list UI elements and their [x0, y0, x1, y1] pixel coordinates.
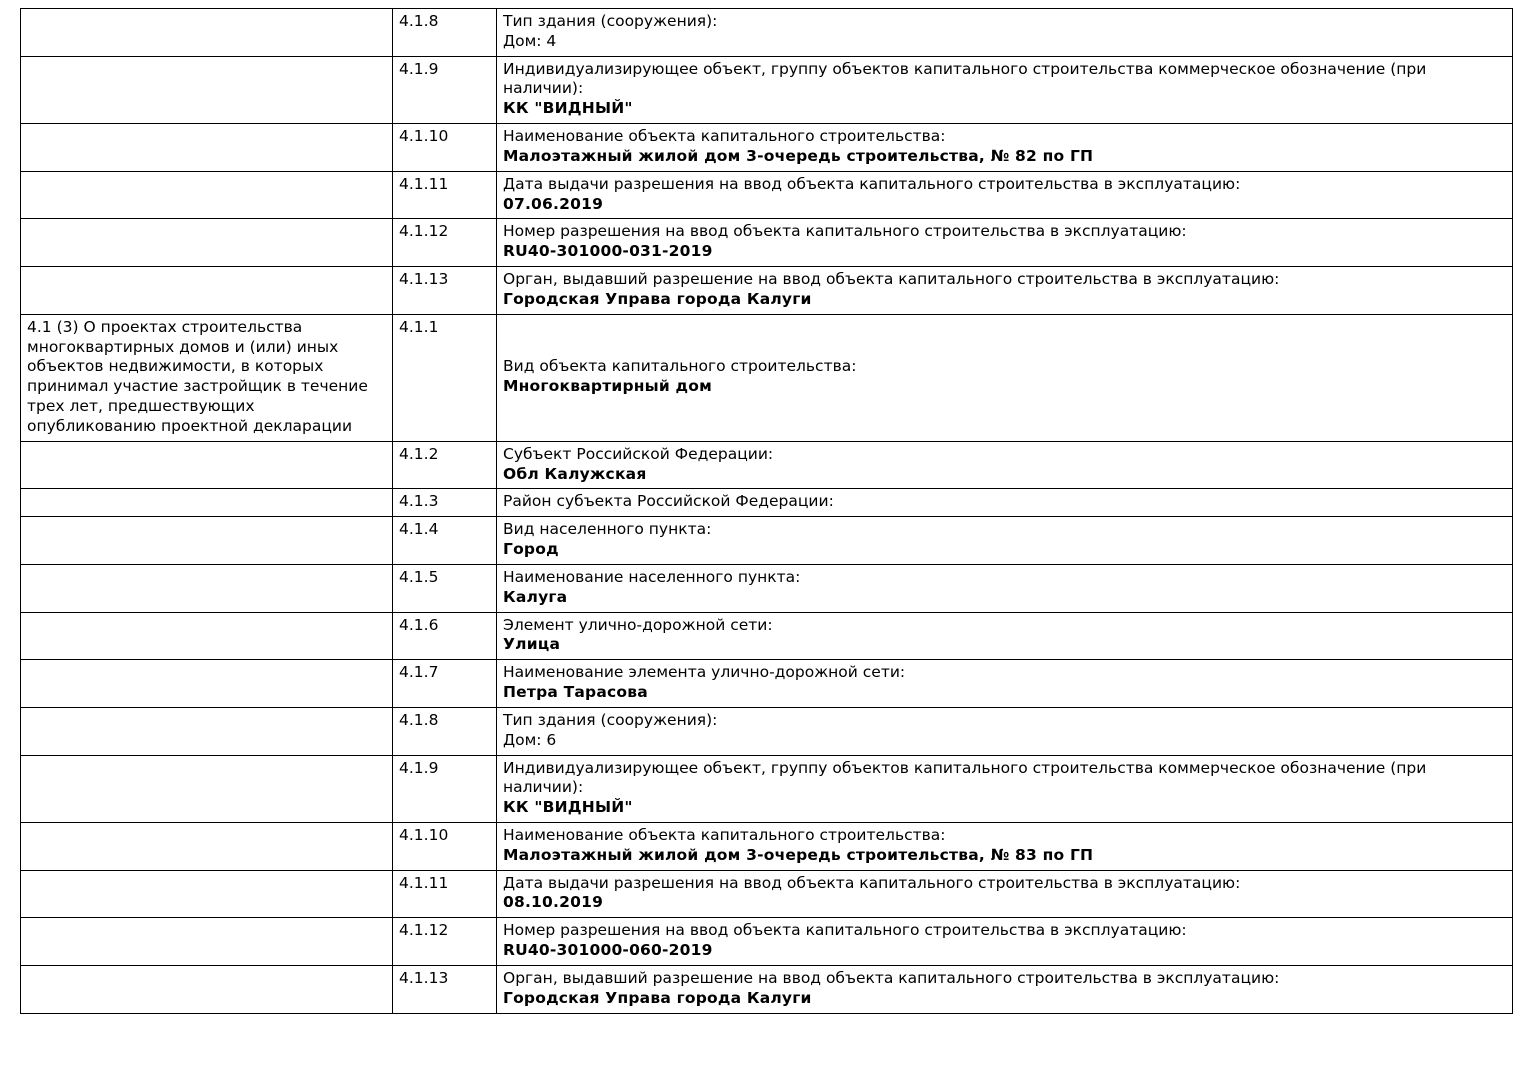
- field-label: Индивидуализирующее объект, группу объектов капитального строительства коммерческое обозначение (при наличии):: [503, 59, 1427, 98]
- table-row: [21, 918, 1513, 966]
- table-row: [21, 755, 1513, 822]
- table-row: [21, 660, 1513, 708]
- clause-number-cell: [393, 612, 497, 660]
- section-empty-cell: [21, 612, 393, 660]
- table-row: [21, 489, 1513, 517]
- table-row: [21, 441, 1513, 489]
- clause-content: [503, 826, 1507, 866]
- clause-content: [503, 921, 1507, 961]
- section-empty-cell: [21, 965, 393, 1013]
- clause-content: [503, 445, 1507, 485]
- clause-content-cell: [497, 314, 1513, 441]
- table-row: [21, 965, 1513, 1013]
- clause-content: [503, 759, 1507, 818]
- field-value: Дом: 4: [503, 31, 557, 50]
- section-empty-cell: [21, 660, 393, 708]
- section-empty-cell: [21, 517, 393, 565]
- clause-content: [503, 60, 1507, 119]
- field-label: Субъект Российской Федерации:: [503, 444, 774, 463]
- clause-content: [503, 175, 1507, 215]
- field-label: Район субъекта Российской Федерации:: [503, 492, 834, 511]
- section-empty-cell: [21, 219, 393, 267]
- table-row: [21, 564, 1513, 612]
- clause-number: 4.1.10: [399, 127, 449, 146]
- section-empty-cell: [21, 870, 393, 918]
- field-value: RU40-301000-031-2019: [503, 242, 713, 261]
- section-empty-cell: [21, 171, 393, 219]
- clause-number-cell: [393, 517, 497, 565]
- section-empty-cell: [21, 267, 393, 315]
- clause-content: [503, 663, 1507, 703]
- field-label: Тип здания (сооружения):: [503, 12, 718, 30]
- clause-number-cell: [393, 441, 497, 489]
- field-label: Наименование населенного пункта:: [503, 567, 801, 586]
- clause-number: 4.1.1: [399, 317, 439, 336]
- table-row: [21, 870, 1513, 918]
- clause-number: 4.1.10: [399, 825, 449, 844]
- clause-content-cell: [497, 489, 1513, 517]
- clause-number-cell: [393, 9, 497, 57]
- field-label: Дата выдачи разрешения на ввод объекта капитального строительства в эксплуатацию:: [503, 873, 1241, 892]
- section-empty-cell: [21, 9, 393, 57]
- clause-content: [503, 222, 1507, 262]
- section-empty-cell: [21, 755, 393, 822]
- section-empty-cell: [21, 441, 393, 489]
- clause-number: 4.1.12: [399, 921, 449, 940]
- field-label: Наименование объекта капитального строительства:: [503, 127, 946, 146]
- table-row: [21, 822, 1513, 870]
- field-label: Номер разрешения на ввод объекта капитального строительства в эксплуатацию:: [503, 222, 1187, 241]
- field-value: Малоэтажный жилой дом 3-очередь строительства, № 82 по ГП: [503, 146, 1094, 165]
- clause-content-cell: [497, 564, 1513, 612]
- clause-number: 4.1.3: [399, 492, 439, 511]
- clause-number-cell: [393, 219, 497, 267]
- clause-number: 4.1.6: [399, 615, 439, 634]
- field-value: Городская Управа города Калуги: [503, 289, 812, 308]
- table-row: [21, 171, 1513, 219]
- clause-number-cell: [393, 564, 497, 612]
- field-label: Тип здания (сооружения):: [503, 710, 718, 729]
- clause-number: 4.1.7: [399, 663, 439, 682]
- clause-number-cell: [393, 171, 497, 219]
- field-label: Номер разрешения на ввод объекта капитального строительства в эксплуатацию:: [503, 921, 1187, 940]
- clause-number: 4.1.13: [399, 968, 449, 987]
- field-label: Вид объекта капитального строительства:: [503, 357, 857, 376]
- clause-number-cell: [393, 918, 497, 966]
- clause-content-cell: [497, 918, 1513, 966]
- section-empty-cell: [21, 56, 393, 123]
- clause-content-cell: [497, 124, 1513, 172]
- table-row: [21, 124, 1513, 172]
- field-value: Улица: [503, 635, 561, 654]
- section-empty-cell: [21, 489, 393, 517]
- clause-content-cell: [497, 707, 1513, 755]
- clause-content: [503, 520, 1507, 560]
- clause-content: [503, 616, 1507, 656]
- section-empty-cell: [21, 918, 393, 966]
- table-row: [21, 517, 1513, 565]
- clause-number: 4.1.9: [399, 59, 439, 78]
- field-label: Индивидуализирующее объект, группу объектов капитального строительства коммерческое обозначение (при наличии):: [503, 758, 1427, 797]
- field-label: Орган, выдавший разрешение на ввод объекта капитального строительства в эксплуатацию:: [503, 270, 1280, 289]
- clause-content-cell: [497, 517, 1513, 565]
- clause-content-cell: [497, 219, 1513, 267]
- clause-content-cell: [497, 965, 1513, 1013]
- clause-number-cell: [393, 314, 497, 441]
- clause-number: 4.1.11: [399, 873, 449, 892]
- clause-content-cell: [497, 441, 1513, 489]
- field-label: Дата выдачи разрешения на ввод объекта капитального строительства в эксплуатацию:: [503, 174, 1241, 193]
- field-value: Малоэтажный жилой дом 3-очередь строительства, № 83 по ГП: [503, 845, 1094, 864]
- section-empty-cell: [21, 124, 393, 172]
- clause-number-cell: [393, 660, 497, 708]
- clause-content: [503, 12, 1507, 52]
- clause-content-cell: [497, 9, 1513, 57]
- field-value: Петра Тарасова: [503, 683, 648, 702]
- field-value: Калуга: [503, 587, 568, 606]
- clause-number: 4.1.5: [399, 567, 439, 586]
- clause-content-cell: [497, 755, 1513, 822]
- clause-content-cell: [497, 660, 1513, 708]
- clause-number-cell: [393, 707, 497, 755]
- section-empty-cell: [21, 564, 393, 612]
- field-value: 07.06.2019: [503, 194, 604, 213]
- section-empty-cell: [21, 822, 393, 870]
- field-value: RU40-301000-060-2019: [503, 941, 713, 960]
- field-label: Элемент улично-дорожной сети:: [503, 615, 773, 634]
- clause-content-cell: [497, 612, 1513, 660]
- clause-content: [503, 270, 1507, 310]
- clause-content-cell: [497, 822, 1513, 870]
- section-title-text: 4.1 (3) О проектах строительства многоквартирных домов и (или) иных объектов недвижимости, в которых принимал участие застройщик в течение трех лет, предшествующих опубликованию проектной декларации: [27, 317, 368, 435]
- table-row: [21, 9, 1513, 57]
- clause-number: 4.1.2: [399, 444, 439, 463]
- clause-number-cell: [393, 755, 497, 822]
- clause-number: 4.1.8: [399, 12, 439, 30]
- clause-content-cell: [497, 870, 1513, 918]
- section-empty-cell: [21, 707, 393, 755]
- clause-number: 4.1.9: [399, 758, 439, 777]
- clause-number: 4.1.8: [399, 710, 439, 729]
- table-body: [21, 9, 1513, 1014]
- clause-number: 4.1.11: [399, 174, 449, 193]
- table-row: [21, 707, 1513, 755]
- clause-content: [503, 969, 1507, 1009]
- clause-content: [503, 568, 1507, 608]
- section-title-cell: [21, 314, 393, 441]
- field-label: Вид населенного пункта:: [503, 520, 712, 539]
- clause-number-cell: [393, 267, 497, 315]
- clause-number-cell: [393, 124, 497, 172]
- field-label: Наименование объекта капитального строительства:: [503, 825, 946, 844]
- clause-number: 4.1.12: [399, 222, 449, 241]
- field-value: Дом: 6: [503, 730, 557, 749]
- clause-content: [503, 127, 1507, 167]
- clause-number: 4.1.4: [399, 520, 439, 539]
- clause-content-cell: [497, 171, 1513, 219]
- clause-content-cell: [497, 56, 1513, 123]
- field-value: Многоквартирный дом: [503, 377, 712, 396]
- table-row: [21, 612, 1513, 660]
- field-value: Обл Калужская: [503, 464, 647, 483]
- clause-content: [503, 357, 1507, 397]
- clause-number-cell: [393, 822, 497, 870]
- field-label: Орган, выдавший разрешение на ввод объекта капитального строительства в эксплуатацию:: [503, 968, 1280, 987]
- field-value: Городская Управа города Калуги: [503, 988, 812, 1007]
- clause-number-cell: [393, 965, 497, 1013]
- clause-content: [503, 874, 1507, 914]
- table-row: [21, 219, 1513, 267]
- table-row: [21, 56, 1513, 123]
- clause-content: [503, 711, 1507, 751]
- clause-number-cell: [393, 489, 497, 517]
- clause-content: [503, 492, 1507, 512]
- field-value: КК "ВИДНЫЙ": [503, 798, 633, 817]
- clause-number-cell: [393, 56, 497, 123]
- table-row: [21, 314, 1513, 441]
- field-label: Наименование элемента улично-дорожной сети:: [503, 663, 906, 682]
- clause-content-cell: [497, 267, 1513, 315]
- table-row: [21, 267, 1513, 315]
- clause-number: 4.1.13: [399, 270, 449, 289]
- field-value: 08.10.2019: [503, 893, 604, 912]
- declaration-table: [20, 8, 1513, 1014]
- clause-number-cell: [393, 870, 497, 918]
- field-value: Город: [503, 540, 559, 559]
- field-value: КК "ВИДНЫЙ": [503, 99, 633, 118]
